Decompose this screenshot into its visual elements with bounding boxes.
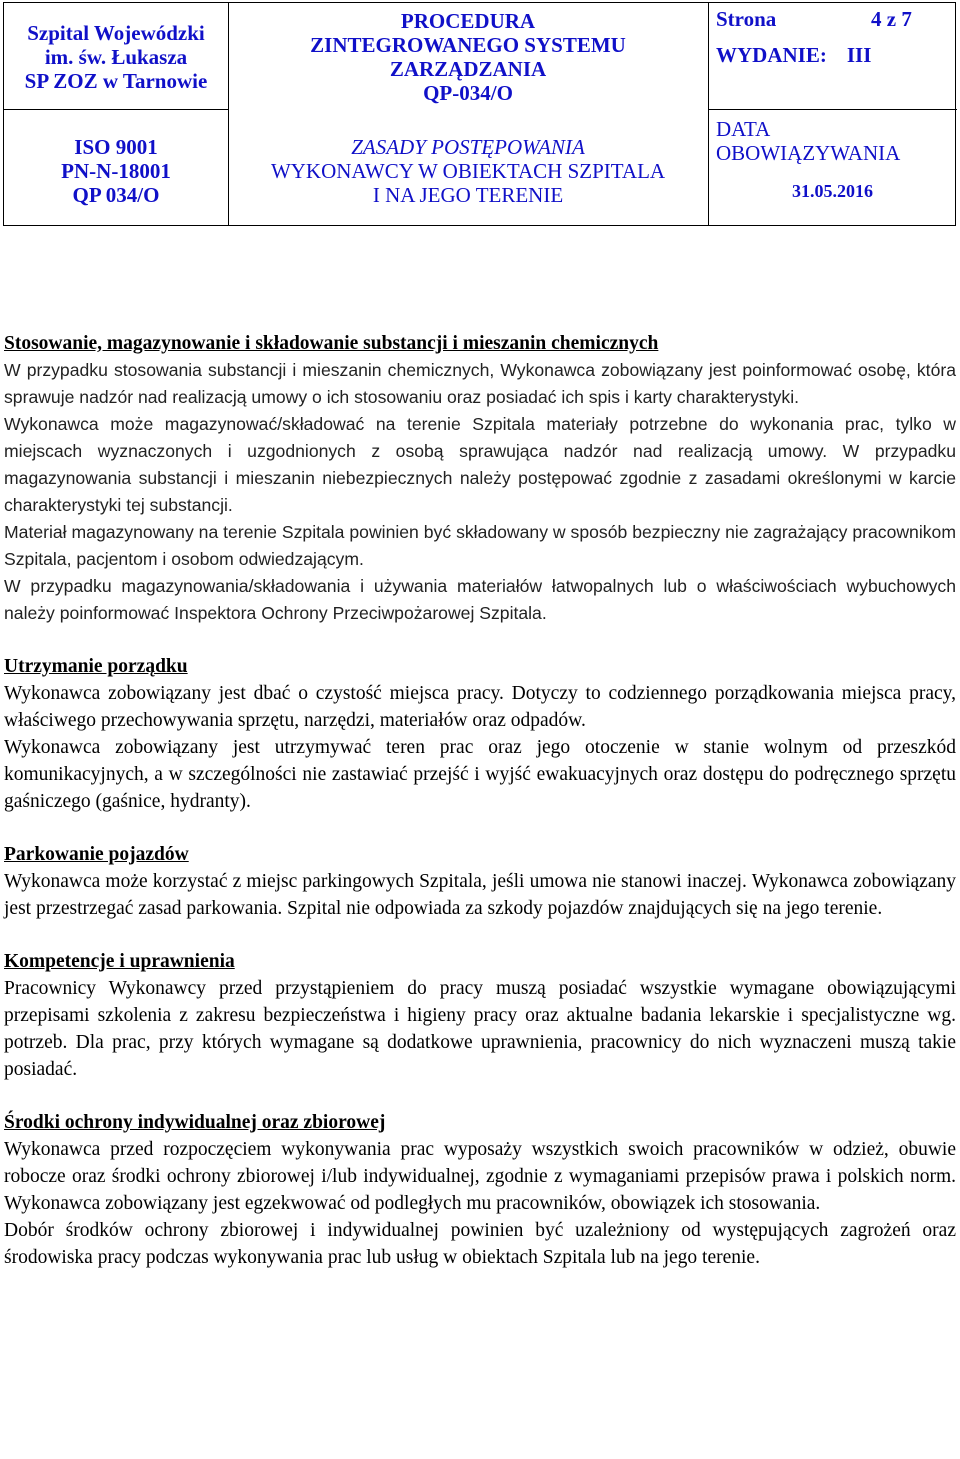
paragraph: Wykonawca może korzystać z miejsc parkingowych Szpitala, jeśli umowa nie stanowi inaczej. Wykonawca zobowiązany jest przestrzegać zasad parkowania. Szpital nie odpowiada za szkody pojazdów znajdujących się na jego terenie. — [4, 871, 956, 919]
paragraph: Materiał magazynowany na terenie Szpitala powinien być składowany w sposób bezpieczny nie zagrażający pracownikom Szpitala, pacjentom i osobom odwiedzającym. — [4, 522, 956, 569]
page-number: Strona 4 z 7 — [716, 7, 912, 31]
paragraph: W przypadku stosowania substancji i mieszanin chemicznych, Wykonawca zobowiązany jest poinformować osobę, która sprawuje nadzór nad realizacją umowy o ich stosowaniu oraz posiadać ich spis i karty charakterystyki. — [4, 360, 956, 407]
document-header — [3, 2, 956, 226]
standards: ISO 9001 PN-N-18001 QP 034/O — [61, 135, 171, 207]
header-divider — [708, 109, 957, 110]
paragraph: Wykonawca przed rozpoczęciem wykonywania prac wyposaży wszystkich swoich pracowników w odzież, obuwie robocze oraz środki ochrony zbiorowej i/lub indywidualnej, zgodnie z wymaganiami przepisów prawa i polskich norm. Wykonawca zobowiązany jest egzekwować od podległych mu pracowników, obowiązek ich stosowania. — [4, 1139, 956, 1214]
paragraph: Pracownicy Wykonawcy przed przystąpieniem do pracy muszą posiadać wszystkie wymagane obowiązującymi przepisami szkolenia z zakresu bezpieczeństwa i higieny pracy oraz aktualne badania lekarskie i specjalistyczne wg. potrzeb. Dla prac, przy których wymagane są dodatkowe uprawnienia, pracownicy do nich wyznaczeni muszą takie posiadać. — [4, 978, 956, 1080]
section-title: Parkowanie pojazdów — [4, 844, 189, 865]
section-title: Kompetencje i uprawnienia — [4, 951, 235, 972]
document-body — [4, 330, 956, 1271]
header-divider — [4, 109, 228, 110]
section-title: Utrzymanie porządku — [4, 656, 188, 677]
paragraph: W przypadku magazynowania/składowania i używania materiałów łatwopalnych lub o właściwościach wybuchowych należy poinformować Inspektora Ochrony Przeciwpożarowej Szpitala. — [4, 576, 956, 623]
organization-name: Szpital Wojewódzki im. św. Łukasza SP ZOZ w Tarnowie — [24, 21, 208, 93]
edition: WYDANIE: III — [716, 43, 872, 67]
effective-date: 31.05.2016 — [792, 181, 873, 201]
section-title: Stosowanie, magazynowanie i składowanie substancji i mieszanin chemicznych — [4, 333, 659, 354]
paragraph: Wykonawca zobowiązany jest dbać o czystość miejsca pracy. Dotyczy to codziennego porządkowania miejsca pracy, właściwego przechowywania sprzętu, narzędzi, materiałów oraz odpadów. — [4, 683, 956, 731]
procedure-subject: ZASADY POSTĘPOWANIA WYKONAWCY W OBIEKTACH SZPITALA I NA JEGO TERENIE — [270, 135, 666, 207]
paragraph: Dobór środków ochrony zbiorowej i indywidualnej powinien być uzależniony od występujących zagrożeń oraz środowiska pracy podczas wykonywania prac lub usług w obiektach Szpitala lub na jego terenie. — [4, 1220, 956, 1268]
section-title: Środki ochrony indywidualnej oraz zbiorowej — [4, 1112, 386, 1133]
procedure-title: PROCEDURA ZINTEGROWANEGO SYSTEMU ZARZĄDZANIA QP-034/O — [310, 9, 626, 105]
paragraph: Wykonawca może magazynować/składować na terenie Szpitala materiały potrzebne do wykonania prac, tylko w miejscach wyznaczonych i uzgodnionych z osobą sprawująca nadzór nad realizacją umowy. W przypadku magazynowania substancji i mieszanin niebezpiecznych należy postępować zgodnie z zasadami określonymi w karcie charakterystyki tej substancji. — [4, 414, 956, 515]
effective-date-label: DATA OBOWIĄZYWANIA — [716, 117, 901, 165]
paragraph: Wykonawca zobowiązany jest utrzymywać teren prac oraz jego otoczenie w stanie wolnym od przeszkód komunikacyjnych, a w szczególności nie zastawiać przejść i wyjść ewakuacyjnych oraz dostępu do podręcznego sprzętu gaśniczego (gaśnice, hydranty). — [4, 737, 956, 812]
